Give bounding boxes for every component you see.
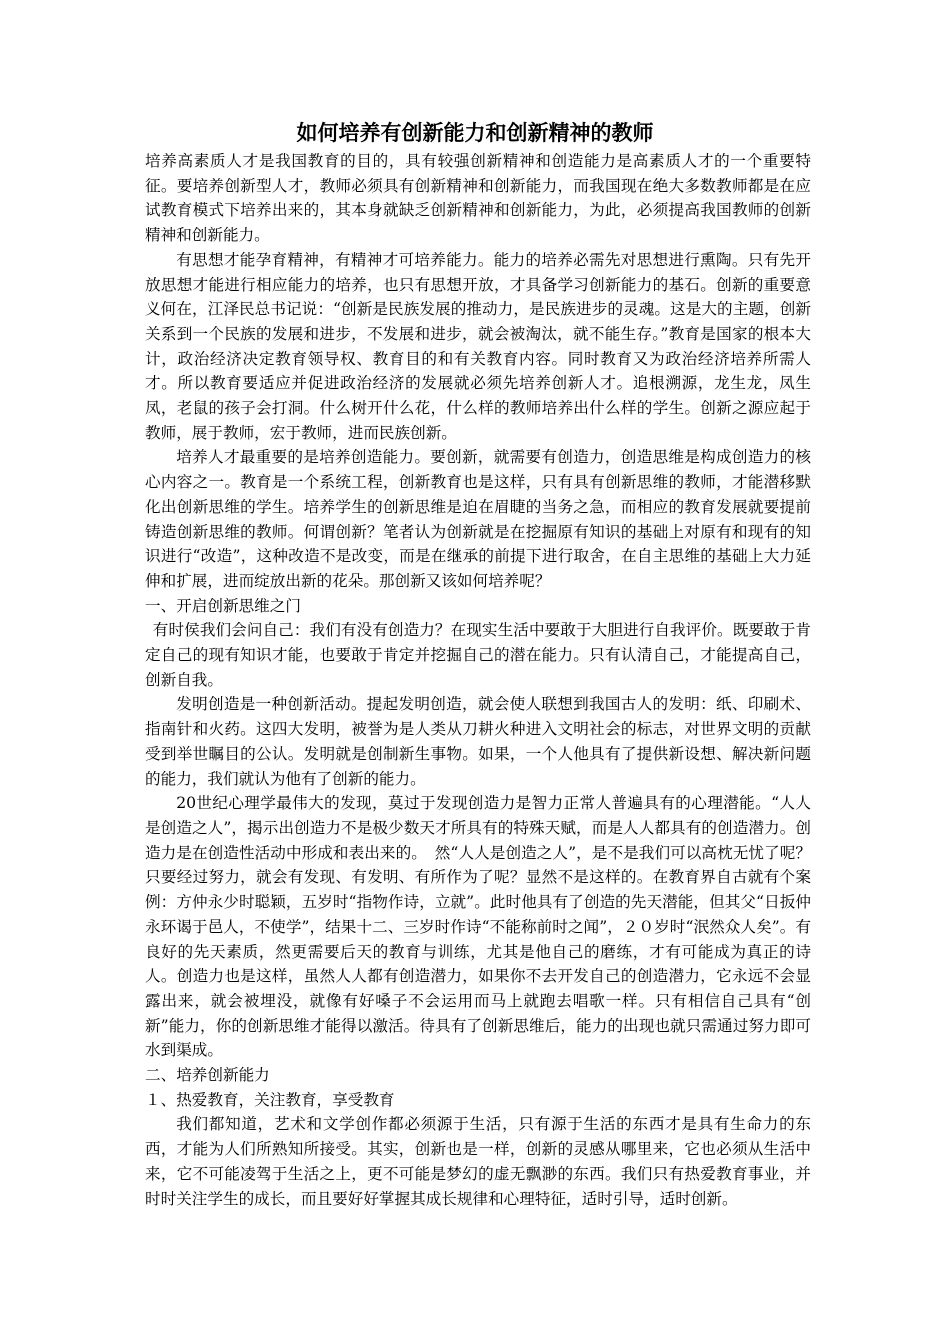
section-heading-2: 二、培养创新能力 — [145, 1066, 270, 1085]
paragraph-love-education: 我们都知道，艺术和文学创作都必须源于生活，只有源于生活的东西才是具有生命力的东西，才能为人们所熟知所接受。其实，创新也是一样，创新的灵感从哪里来，它也必须从生活中来，它不可能凌驾于生活之上，更不可能是梦幻的虚无飘渺的东西。我们只有热爱教育事业，并时时关注学生的成长，而且要好好掌握其成长规律和心理特征，适时引导，适时创新。 — [145, 1115, 811, 1208]
paragraph-thought-and-spirit: 有思想才能孕育精神，有精神才可培养能力。能力的培养必需先对思想进行熏陶。只有先开放思想才能进行相应能力的培养，也只有思想开放，才具备学习创新能力的基石。创新的重要意义何在，江泽民总书记说：“创新是民族发展的推动力，是民族进步的灵魂。这是大的主题，创新关系到一个民族的发展和进步，不发展和进步，就会被淘汰，就不能生存。”教育是国家的根本大计，政治经济决定教育领导权、教育目的和有关教育内容。同时教育又为政治经济培养所需人才。所以教育要适应并促进政治经济的发展就必须先培养创新人才。追根溯源，龙生龙，凤生凤，老鼠的孩子会打洞。什么树开什么花，什么样的教师培养出什么样的学生。创新之源应起于教师，展于教师，宏于教师，进而民族创新。 — [145, 250, 811, 442]
paragraph-inventions: 发明创造是一种创新活动。提起发明创造，就会使人联想到我国古人的发明：纸、印刷术、指南针和火药。这四大发明，被誉为是人类从刀耕火种进入文明社会的标志，对世界文明的贡献受到举世瞩目的公认。发明就是创制新生事物。如果，一个人他具有了提供新设想、解决新问题的能力，我们就认为他有了创新的能力。 — [145, 695, 811, 788]
document-body — [145, 149, 811, 1211]
paragraph-psychology: 20世纪心理学最伟大的发现，莫过于发现创造力是智力正常人普遍具有的心理潜能。“人人是创造之人”，揭示出创造力不是极少数天才所具有的特殊天赋，而是人人都具有的创造潜力。创造力是在创造性活动中形成和表出来的。 然“人人是创造之人”，是不是我们可以高枕无忧了呢？只要经过努力，就会有发现、有发明、有所作为了呢？显然不是这样的。在教育界自古就有个案例：方仲永少时聪颖，五岁时“指物作诗，立就”。此时他具有了创造的先天潜能，但其父“日扳仲永环谒于邑人，不使学”，结果十二、三岁时作诗“不能称前时之闻”，２０岁时“泯然众人矣”。有良好的先天素质，然更需要后天的教育与训练，尤其是他自己的磨练，才有可能成为真正的诗人。创造力也是这样，虽然人人都有创造潜力，如果你不去开发自己的创造潜力，它永远不会显露出来，就会被埋没，就像有好嗓子不会运用而马上就跑去唱歌一样。只有相信自己具有“创新”能力，你的创新思维才能得以激活。待具有了创新思维后，能力的出现也就只需通过努力即可水到渠成。 — [145, 794, 811, 1060]
section-heading-1: 一、开启创新思维之门 — [145, 596, 301, 615]
paragraph-self-assessment: 有时侯我们会问自己：我们有没有创造力？在现实生活中要敢于大胆进行自我评价。既要敢于肯定自己的现有知识才能，也要敢于肯定并挖掘自己的潜在能力。只有认清自己，才能提高自己，创新自我。 — [145, 621, 811, 689]
intro-paragraph: 培养高素质人才是我国教育的目的，具有较强创新精神和创造能力是高素质人才的一个重要特征。要培养创新型人才，教师必须具有创新精神和创新能力，而我国现在绝大多数教师都是在应试教育模式下培养出来的，其本身就缺乏创新精神和创新能力，为此，必须提高我国教师的创新精神和创新能力。 — [145, 152, 811, 245]
paragraph-creative-ability: 培养人才最重要的是培养创造能力。要创新，就需要有创造力，创造思维是构成创造力的核心内容之一。教育是一个系统工程，创新教育也是这样，只有具有创新思维的教师，才能潜移默化出创新思维的学生。培养学生的创新思维是迫在眉睫的当务之急，而相应的教育发展就要提前铸造创新思维的教师。何谓创新？笔者认为创新就是在挖掘原有知识的基础上对原有和现有的知识进行“改造”，这种改造不是改变，而是在继承的前提下进行取舍，在自主思维的基础上大力延伸和扩展，进而绽放出新的花朵。那创新又该如何培养呢？ — [145, 448, 811, 590]
document-title: 如何培养有创新能力和创新精神的教师 — [296, 121, 654, 145]
subsection-heading-1: １、热爱教育，关注教育，享受教育 — [145, 1090, 395, 1109]
